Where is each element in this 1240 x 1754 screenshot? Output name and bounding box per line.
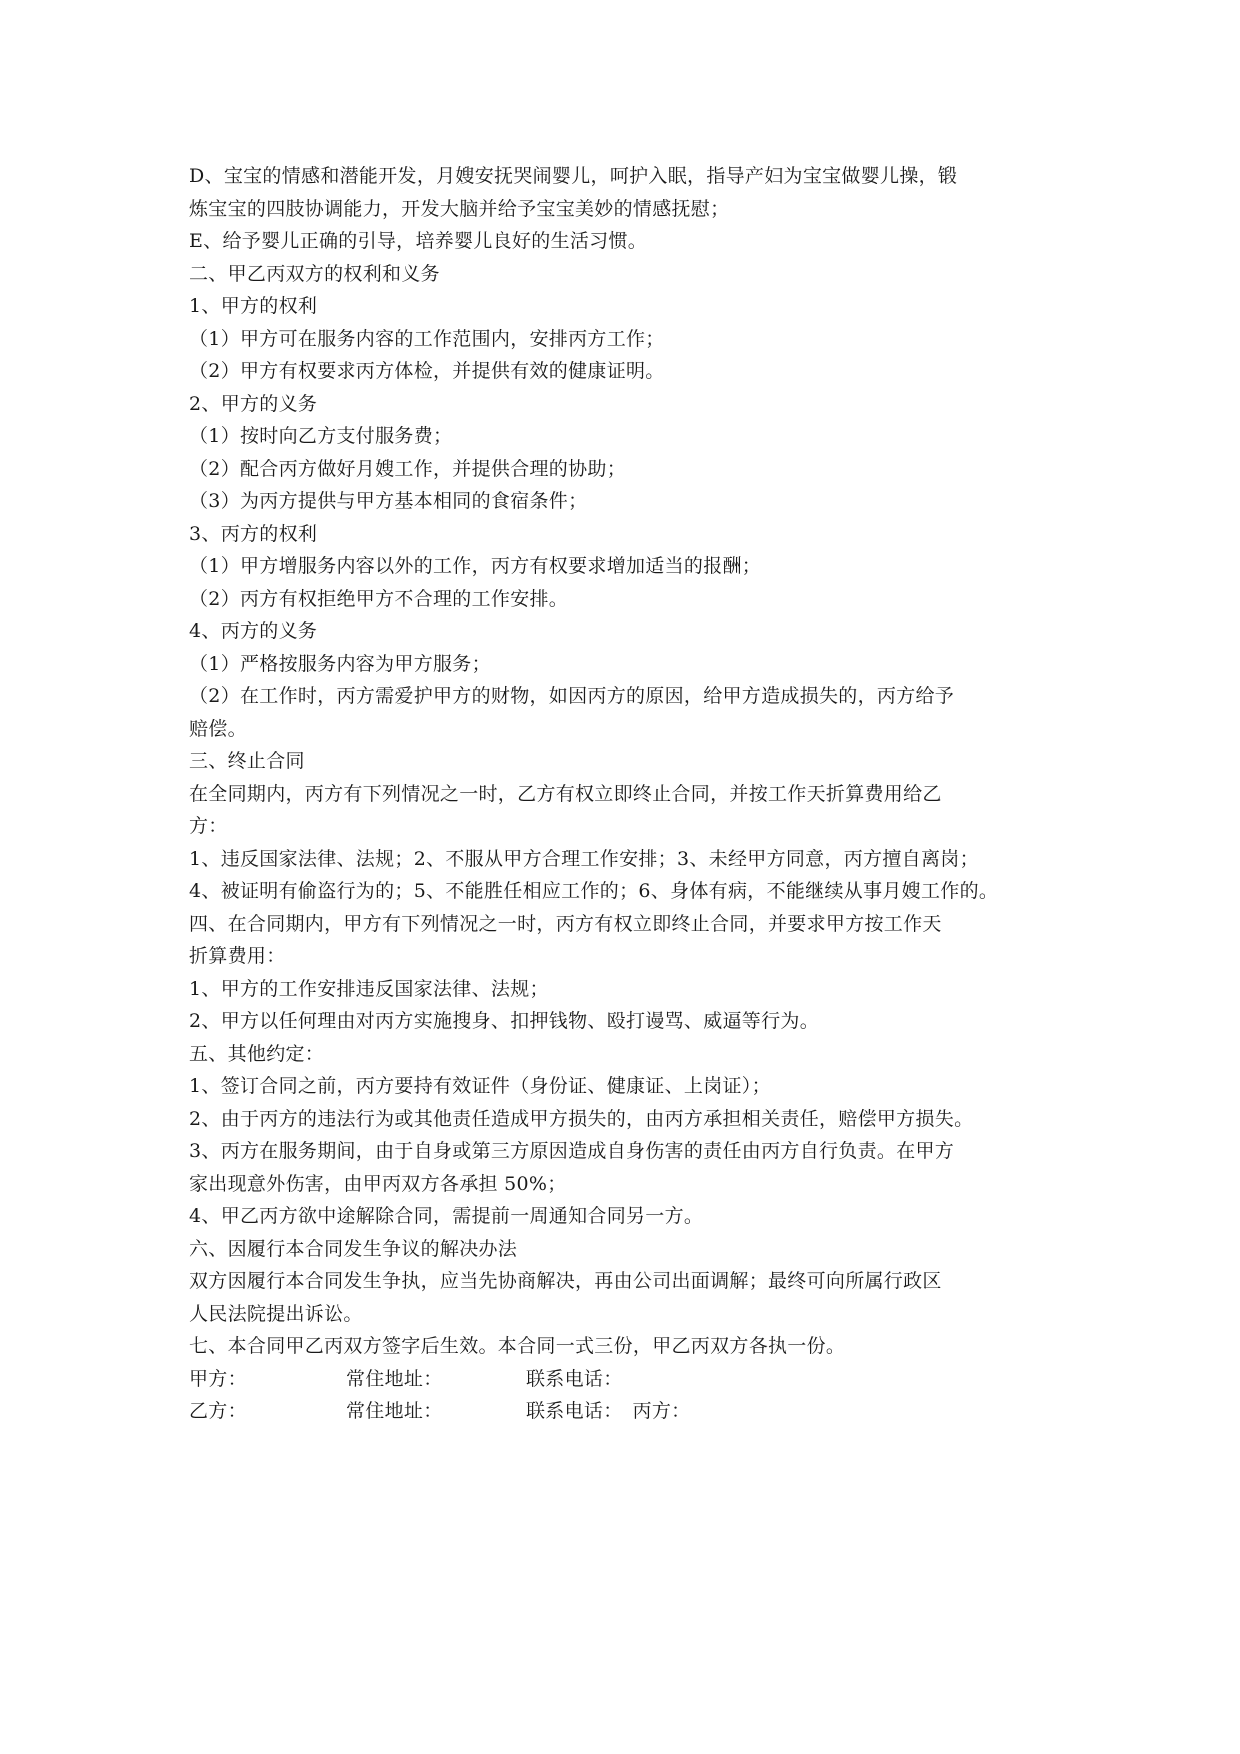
document-body: [189, 160, 1069, 1428]
text-line: 七、本合同甲乙丙双方签字后生效。本合同一式三份，甲乙丙双方各执一份。: [189, 1335, 846, 1357]
text-line: （3）为丙方提供与甲方基本相同的食宿条件；: [189, 490, 588, 512]
address-label: 常住地址：: [346, 1400, 443, 1422]
address-label: 常住地址：: [346, 1367, 443, 1390]
text-line: 赔偿。: [189, 717, 247, 740]
text-line: 三、终止合同: [189, 750, 305, 772]
party-c-label: 丙方：: [632, 1400, 691, 1422]
text-line: 1、违反国家法律、法规；2、不服从甲方合理工作安排；3、未经甲方同意，丙方擅自离岗；: [189, 847, 979, 870]
text-line: 2、甲方以任何理由对丙方实施搜身、扣押钱物、殴打谩骂、威逼等行为。: [189, 1010, 819, 1032]
text-line: E、给予婴儿正确的引导，培养婴儿良好的生活习惯。: [189, 230, 648, 252]
text-line: 4、丙方的义务: [189, 620, 318, 642]
text-line: 2、甲方的义务: [189, 392, 318, 415]
signature-row-1: [189, 1363, 1069, 1396]
party-b-label: 乙方：: [189, 1400, 247, 1422]
party-a-label: 甲方：: [189, 1367, 247, 1390]
text-line: 3、丙方的权利: [189, 522, 318, 545]
contract-text: [189, 160, 1069, 1363]
text-line: 折算费用：: [189, 945, 286, 967]
text-line: 二、甲乙丙双方的权利和义务: [189, 262, 440, 285]
text-line: （1）甲方增服务内容以外的工作，丙方有权要求增加适当的报酬；: [189, 555, 762, 577]
text-line: 方：: [189, 815, 228, 837]
text-line: 3、丙方在服务期间，由于自身或第三方原因造成自身伤害的责任由丙方自行负责。在甲方: [189, 1140, 955, 1162]
text-line: （2）丙方有权拒绝甲方不合理的工作安排。: [189, 587, 569, 610]
text-line: 炼宝宝的四肢协调能力，开发大脑并给予宝宝美妙的情感抚慰；: [189, 197, 730, 220]
text-line: 4、被证明有偷盗行为的；5、不能胜任相应工作的；6、身体有病，不能继续从事月嫂工作的。: [189, 880, 999, 902]
text-line: （2）配合丙方做好月嫂工作，并提供合理的协助；: [189, 457, 626, 480]
text-line: 1、甲方的工作安排违反国家法律、法规；: [189, 977, 549, 1000]
text-line: 在全同期内，丙方有下列情况之一时，乙方有权立即终止合同，并按工作天折算费用给乙: [189, 782, 942, 805]
text-line: （2）在工作时，丙方需爱护甲方的财物，如因丙方的原因，给甲方造成损失的，丙方给予: [189, 685, 955, 707]
phone-label: 联系电话：: [526, 1367, 623, 1390]
text-line: 人民法院提出诉讼。: [189, 1302, 363, 1325]
text-line: 四、在合同期内，甲方有下列情况之一时，丙方有权立即终止合同，并要求甲方按工作天: [189, 912, 942, 935]
text-line: D、宝宝的情感和潜能开发，月嫂安抚哭闹婴儿，呵护入眠，指导产妇为宝宝做婴儿操，锻: [189, 165, 958, 187]
text-line: （2）甲方有权要求丙方体检，并提供有效的健康证明。: [189, 360, 665, 382]
text-line: 1、甲方的权利: [189, 295, 318, 317]
text-line: 六、因履行本合同发生争议的解决办法: [189, 1237, 518, 1260]
signature-row-2: [189, 1395, 1069, 1428]
text-line: （1）甲方可在服务内容的工作范围内，安排丙方工作；: [189, 327, 665, 350]
text-line: 双方因履行本合同发生争执，应当先协商解决，再由公司出面调解；最终可向所属行政区: [189, 1270, 942, 1292]
phone-label: 联系电话：: [526, 1400, 623, 1422]
text-line: （1）严格按服务内容为甲方服务；: [189, 652, 491, 675]
text-line: 4、甲乙丙方欲中途解除合同，需提前一周通知合同另一方。: [189, 1205, 704, 1227]
text-line: 2、由于丙方的违法行为或其他责任造成甲方损失的，由丙方承担相关责任，赔偿甲方损失。: [189, 1107, 974, 1130]
text-line: （1）按时向乙方支付服务费；: [189, 425, 453, 447]
text-line: 1、签订合同之前，丙方要持有效证件（身份证、健康证、上岗证）；: [189, 1075, 771, 1097]
text-line: 五、其他约定：: [189, 1042, 325, 1065]
text-line: 家出现意外伤害，由甲丙双方各承担 50%；: [189, 1172, 567, 1195]
